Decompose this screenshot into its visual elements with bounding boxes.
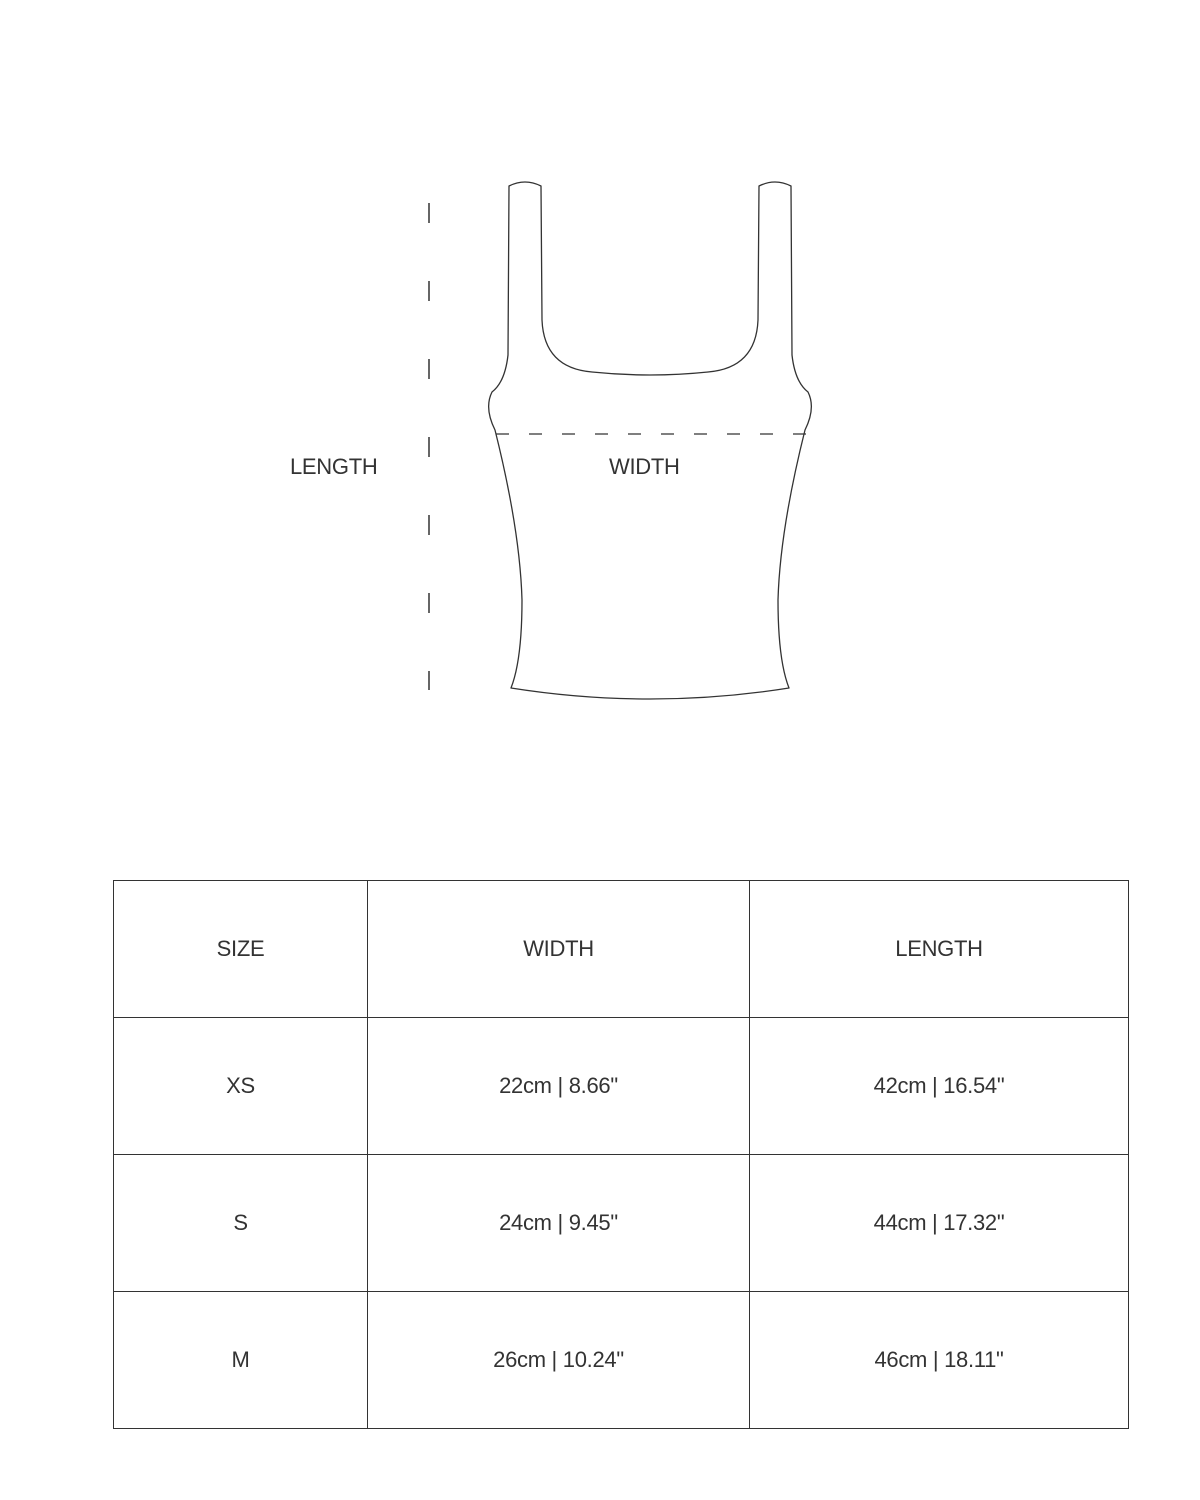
header-size: SIZE — [114, 881, 368, 1018]
length-cell: 42cm | 16.54" — [750, 1018, 1129, 1155]
size-chart-table — [113, 880, 1129, 1429]
size-cell: XS — [114, 1018, 368, 1155]
width-label: WIDTH — [609, 454, 680, 479]
length-cell: 46cm | 18.11" — [750, 1292, 1129, 1429]
size-cell: S — [114, 1155, 368, 1292]
table-row — [114, 1018, 1129, 1155]
header-length: LENGTH — [750, 881, 1129, 1018]
table-row — [114, 1155, 1129, 1292]
width-cell: 22cm | 8.66" — [368, 1018, 750, 1155]
tank-top-outline — [489, 182, 812, 699]
length-cell: 44cm | 17.32" — [750, 1155, 1129, 1292]
table-row — [114, 1292, 1129, 1429]
header-width: WIDTH — [368, 881, 750, 1018]
width-cell: 24cm | 9.45" — [368, 1155, 750, 1292]
length-label: LENGTH — [290, 454, 378, 479]
size-cell: M — [114, 1292, 368, 1429]
width-cell: 26cm | 10.24" — [368, 1292, 750, 1429]
table-header-row — [114, 881, 1129, 1018]
